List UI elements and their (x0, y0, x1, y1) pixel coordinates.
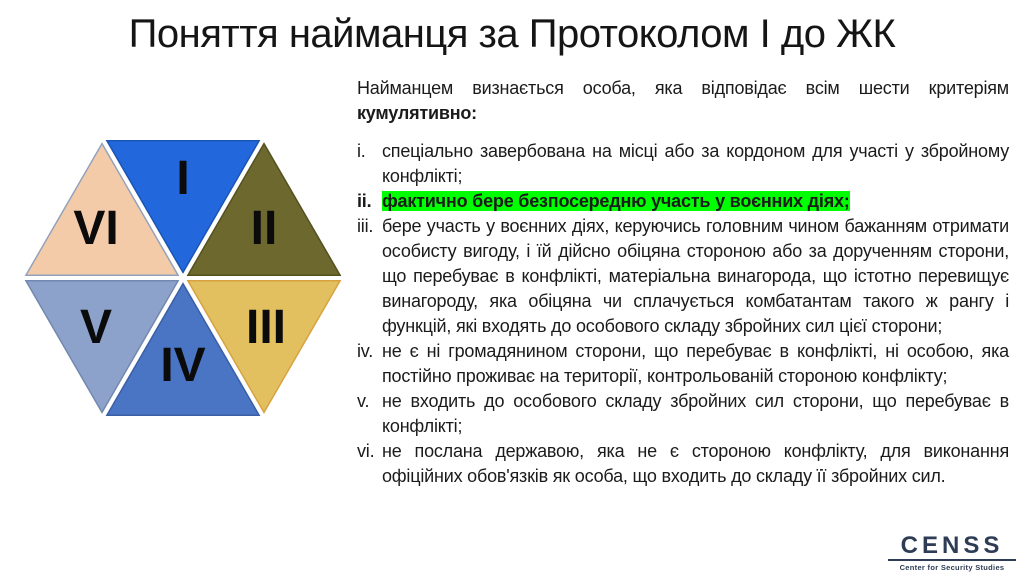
criterion-text: не входить до особового складу збройних сил сторони, що перебуває в конфлікті; (382, 391, 1009, 436)
criterion-marker: iii. (357, 216, 374, 236)
criterion-item (357, 389, 1009, 439)
criterion-marker: vi. (357, 441, 375, 461)
criterion-item (357, 214, 1009, 339)
criterion-item (357, 139, 1009, 189)
page-title: Поняття найманця за Протоколом І до ЖК (128, 12, 896, 56)
logo-subtitle: Center for Security Studies (899, 563, 1005, 572)
hexagon-numeral-v: V (79, 301, 113, 355)
hexagon-numeral-iii: III (245, 301, 287, 355)
criterion-text: спеціально завербована на місці або за кордоном для участі у збройному конфлікті; (382, 141, 1009, 186)
hexagon-numeral-ii: II (250, 201, 278, 255)
logo-wordmark: CENSS (900, 532, 1004, 559)
criteria-list (357, 139, 1009, 489)
hexagon-numeral-iv: IV (160, 338, 206, 392)
criterion-text: не послана державою, яка не є стороною конфлікту, для виконання офіційних обов'язків як особа, що входить до складу її збройних сил. (382, 441, 1009, 486)
criterion-item (357, 439, 1009, 489)
intro-text: Найманцем визнається особа, яка відповідає всім шести критеріям (357, 78, 1009, 98)
criterion-item (357, 339, 1009, 389)
criterion-marker: v. (357, 391, 370, 411)
intro-paragraph (357, 76, 1009, 126)
censs-logo (888, 534, 1016, 572)
criterion-item (357, 189, 1009, 214)
criteria-panel (357, 76, 1009, 489)
intro-bold-text: кумулятивно: (357, 103, 477, 123)
criterion-text: не є ні громадянином сторони, що перебуває в конфлікті, ні особою, яка постійно проживає на території, контрольованій стороною конфлікту; (382, 341, 1009, 386)
hexagon-numeral-i: I (176, 152, 190, 206)
hexagon-diagram (0, 100, 360, 460)
criterion-marker: ii. (357, 191, 372, 211)
criterion-text: бере участь у воєнних діях, керуючись головним чином бажанням отримати особисту вигоду, і їй дійсно обіцяна стороною або за дорученням сторони, що перебуває в конфлікті, матеріальна винагорода, що істотно перевищує винагороду, яка обіцяна чи сплачується комбатантам такого ж рангу і функцій, які входять до особового складу збройних сил цієї сторони; (382, 216, 1009, 336)
logo-divider (888, 559, 1016, 561)
criterion-marker: iv. (357, 341, 374, 361)
criterion-marker: i. (357, 141, 366, 161)
criterion-text: фактично бере безпосередню участь у воєнних діях; (382, 191, 850, 211)
hexagon-numeral-vi: VI (73, 201, 119, 255)
